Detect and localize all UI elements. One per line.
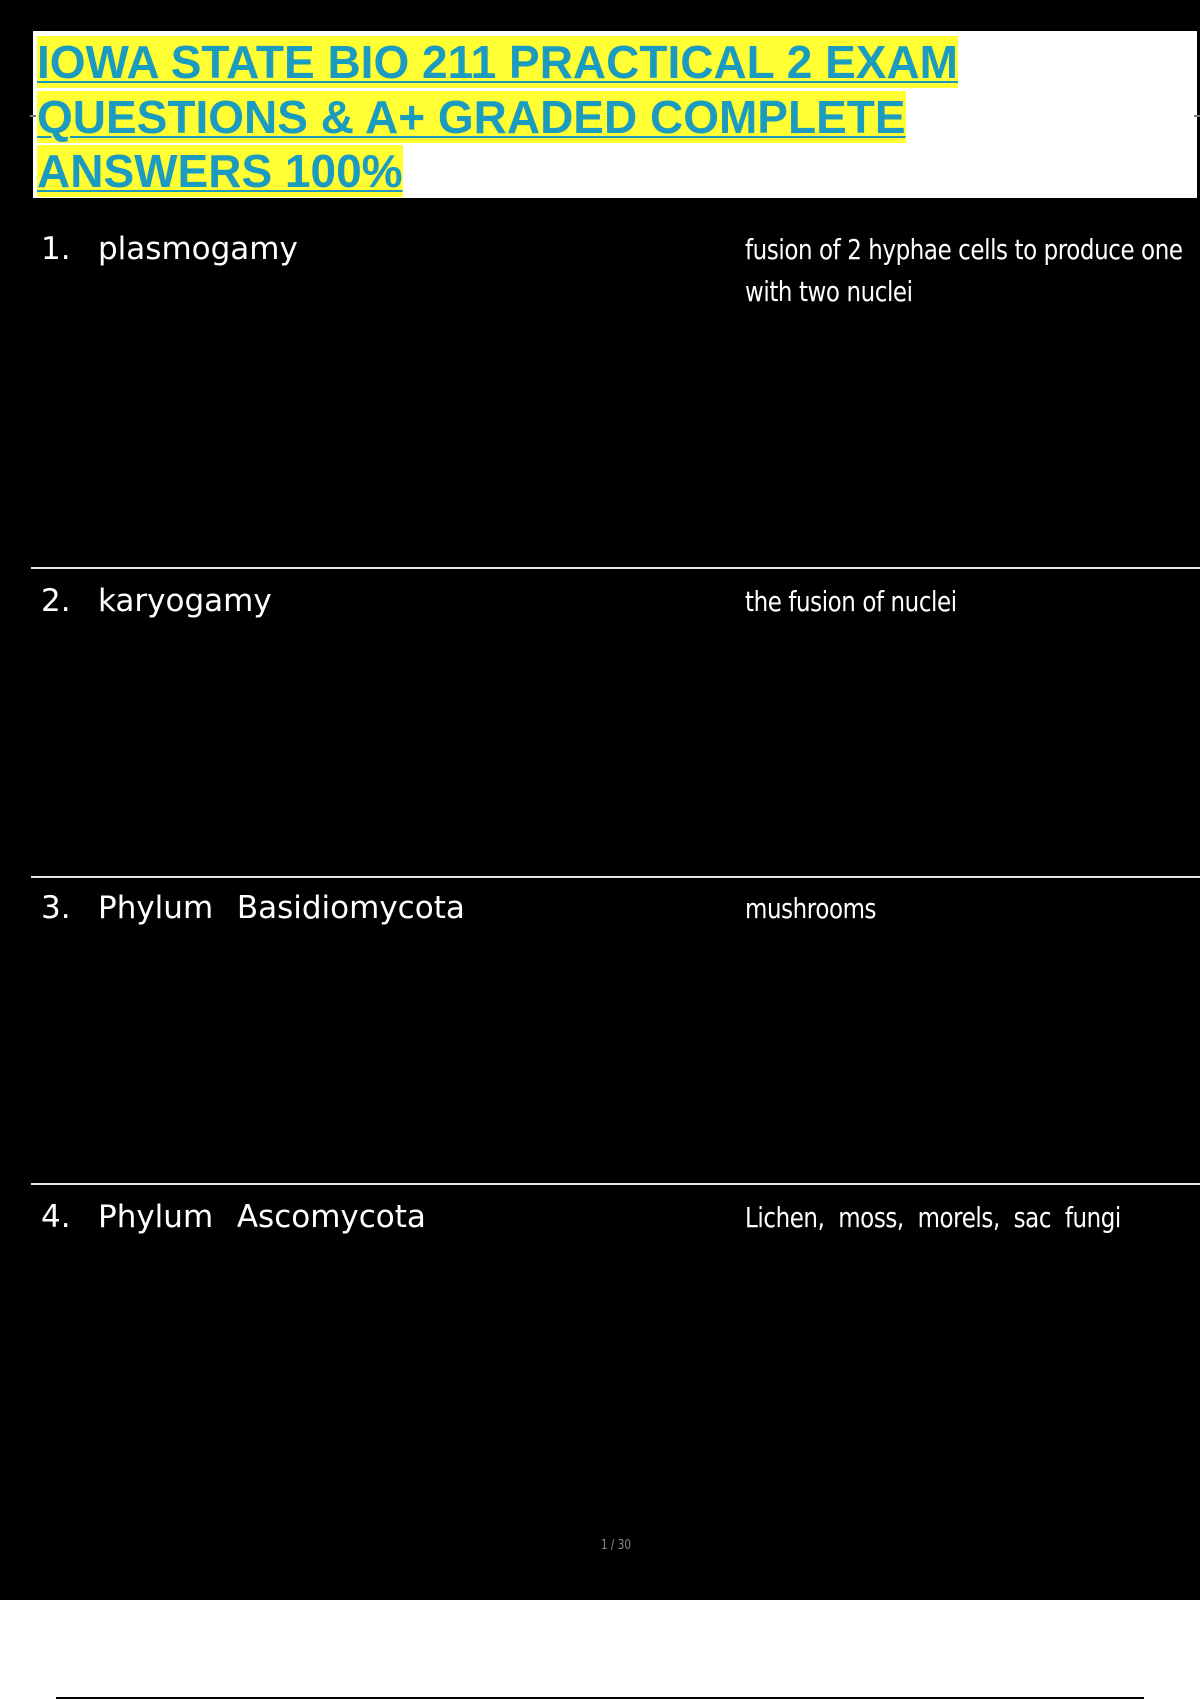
flashcard-number: 1. <box>41 231 71 267</box>
flashcard-term <box>41 581 272 621</box>
flashcard-number: 2. <box>41 583 71 619</box>
flashcard-term <box>41 229 298 269</box>
title-banner-tick-left <box>30 115 36 117</box>
flashcard-number: 4. <box>41 1199 71 1235</box>
document-title <box>37 35 1077 199</box>
flashcard-definition: the fusion of nuclei <box>745 585 957 618</box>
card-divider <box>31 567 1200 569</box>
flashcard-term <box>41 888 465 928</box>
page-number: 1 / 30 <box>601 1538 631 1553</box>
document-title-text: IOWA STATE BIO 211 PRACTICAL 2 EXAM QUESTIONS & A+ GRADED COMPLETE ANSWERS 100% <box>37 36 958 197</box>
title-banner <box>33 31 1197 198</box>
flashcard-term-text: Phylum Basidiomycota <box>98 890 465 926</box>
flashcard-definition: Lichen, moss, morels, sac fungi <box>745 1201 1121 1234</box>
next-page-rule <box>56 1697 1144 1699</box>
card-divider <box>31 876 1200 878</box>
title-banner-tick-right <box>1194 115 1200 117</box>
card-divider <box>31 1183 1200 1185</box>
flashcard-definition: mushrooms <box>745 892 877 925</box>
flashcard-term-text: karyogamy <box>98 583 272 619</box>
flashcard-term-text: plasmogamy <box>98 231 298 267</box>
flashcard-number: 3. <box>41 890 71 926</box>
flashcard-definition: fusion of 2 hyphae cells to produce one with two nuclei <box>745 233 1183 308</box>
flashcard-term <box>41 1197 426 1237</box>
flashcard-term-text: Phylum Ascomycota <box>98 1199 426 1235</box>
